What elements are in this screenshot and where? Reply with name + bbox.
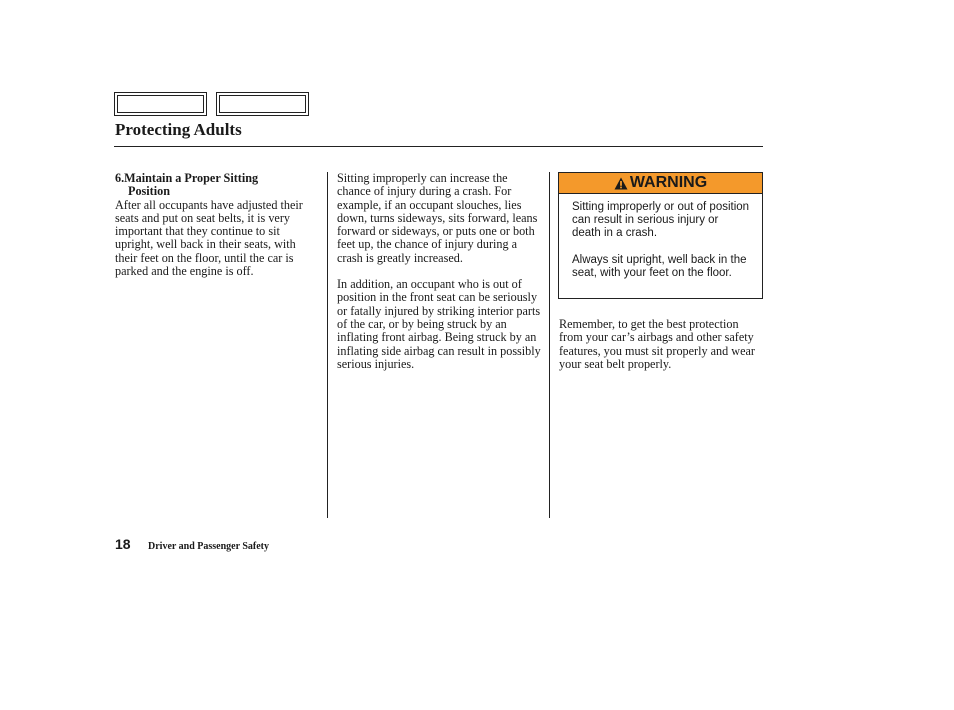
column-2-paragraph-2: In addition, an occupant who is out of position in the front seat can be seriously or fatally injured by striking interior parts of the car, or by being struck by an inflating front airbag. Being struck by an inflating side airbag can result in possibly serious injuries. <box>337 277 541 371</box>
heading-line-1: Maintain a Proper Sitting <box>124 171 259 185</box>
page-number: 18 <box>115 536 131 552</box>
warning-triangle-icon <box>614 177 628 190</box>
nav-box-right <box>216 92 309 116</box>
column-3-body: Remember, to get the best protection from your car’s airbags and other safety features, you must sit properly and wear your seat belt properly. <box>559 317 755 371</box>
column-1 <box>115 172 319 278</box>
warning-box <box>558 172 763 299</box>
warning-paragraph-1: Sitting improperly or out of position can result in serious injury or death in a crash. <box>572 201 750 240</box>
column-3 <box>559 318 759 371</box>
warning-body <box>559 194 762 280</box>
column-2 <box>337 172 543 371</box>
nav-box-left <box>114 92 207 116</box>
column-1-body: After all occupants have adjusted their seats and put on seat belts, it is very important that they continue to sit upright, well back in their seats, with their feet on the floor, until the car is parked and the engine is off. <box>115 197 303 279</box>
heading-number: 6. <box>115 171 125 185</box>
page-title: Protecting Adults <box>115 120 242 139</box>
column-divider-1 <box>327 172 328 518</box>
column-divider-2 <box>549 172 550 518</box>
warning-label: WARNING <box>629 174 708 191</box>
warning-paragraph-2: Always sit upright, well back in the seat, with your feet on the floor. <box>572 253 747 279</box>
heading-line-2: Position <box>128 184 170 199</box>
section-heading <box>115 172 319 199</box>
section-footer: Driver and Passenger Safety <box>148 541 270 552</box>
title-divider <box>114 146 763 147</box>
warning-header <box>559 173 762 194</box>
column-2-paragraph-1: Sitting improperly can increase the chance of injury during a crash. For example, if an occupant slouches, lies down, turns sideways, sits forward, leans forward or sideways, or puts one or both feet up, the chance of injury during a crash is greatly increased. <box>337 171 538 265</box>
